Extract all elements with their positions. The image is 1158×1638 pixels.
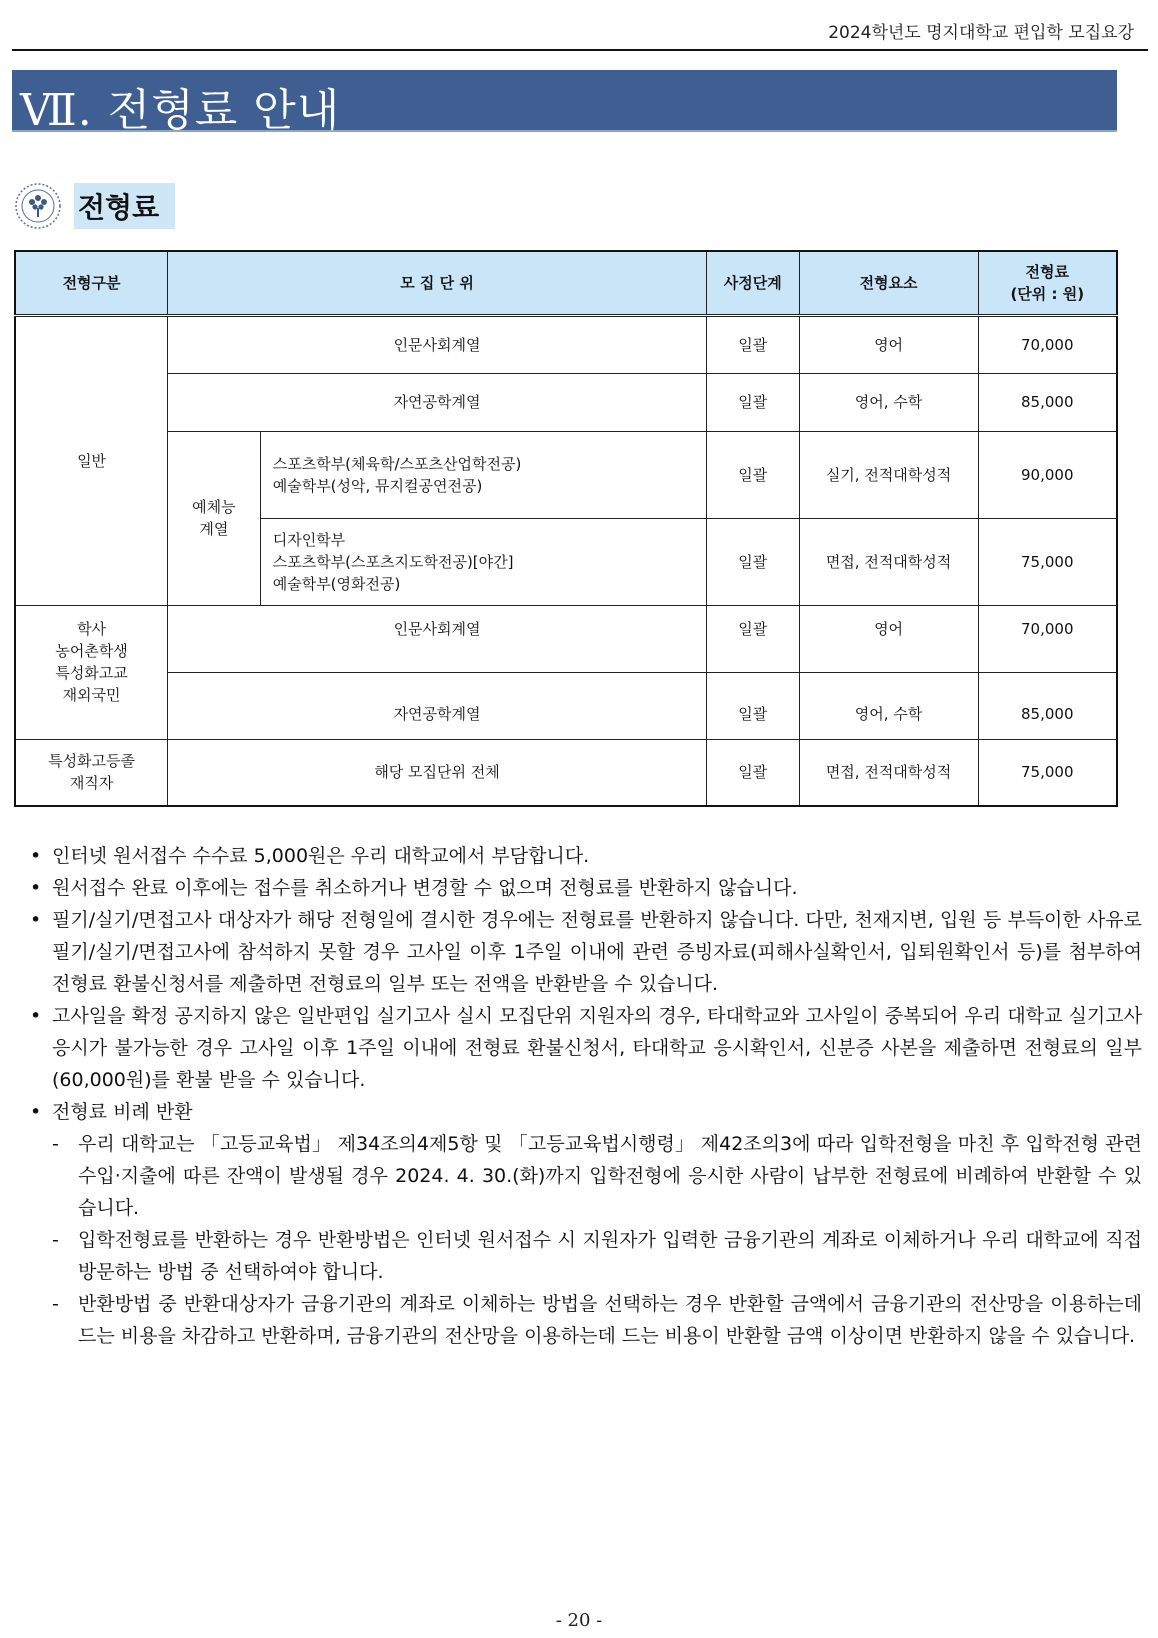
fee-table <box>14 250 1118 807</box>
university-emblem-icon <box>14 182 62 230</box>
refund-detail-item <box>30 1288 1142 1352</box>
unit-cell: 자연공학계열 <box>168 373 707 431</box>
note-item <box>30 904 1142 1000</box>
subsection-heading <box>14 182 175 230</box>
bullet-icon: • <box>30 1101 42 1123</box>
header-stage: 사정단계 <box>706 251 799 315</box>
note-item <box>30 872 1142 904</box>
category-employed: 특성화고등졸 재직자 <box>15 739 168 806</box>
header-fee-unit: (단위 : 원) <box>1010 284 1085 303</box>
section-title: Ⅶ. 전형료 안내 <box>20 85 341 136</box>
elements-cell: 면접, 전적대학성적 <box>799 518 978 605</box>
table-header-row <box>15 251 1117 315</box>
note-text: 필기/실기/면접고사 대상자가 해당 전형일에 결시한 경우에는 전형료를 반환하지 않습니다. 다만, 천재지변, 입원 등 부득이한 사유로 필기/실기/면접고사에 참석하지 못할 경우 고사일 이후 1주일 이내에 관련 증빙자료(피해사실확인서, 입퇴원확인서 등)를 첨부하여 전형료 환불신청서를 제출하면 전형료의 일부 또는 전액을 반환받을 수 있습니다. <box>52 909 1142 995</box>
header-elements: 전형요소 <box>799 251 978 315</box>
stage-cell: 일괄 <box>706 518 799 605</box>
elements-cell: 면접, 전적대학성적 <box>799 739 978 806</box>
category-general: 일반 <box>15 315 168 605</box>
document-title: 2024학년도 명지대학교 편입학 모집요강 <box>828 23 1134 43</box>
header-category: 전형구분 <box>15 251 168 315</box>
refund-detail-item <box>30 1128 1142 1224</box>
fee-cell: 70,000 <box>978 315 1117 373</box>
stage-cell: 일괄 <box>706 605 799 672</box>
table-row <box>15 739 1117 806</box>
fee-cell: 85,000 <box>978 672 1117 739</box>
table-row <box>15 605 1117 672</box>
note-item <box>30 840 1142 872</box>
note-item <box>30 1096 1142 1128</box>
refund-detail-text: 입학전형료를 반환하는 경우 반환방법은 인터넷 원서접수 시 지원자가 입력한 금융기관의 계좌로 이체하거나 우리 대학교에 직접 방문하는 방법 중 선택하여야 합니다. <box>78 1229 1142 1283</box>
header-fee <box>978 251 1117 315</box>
refund-detail-text: 우리 대학교는 「고등교육법」 제34조의4제5항 및 「고등교육법시행령」 제42조의3에 따라 입학전형을 마친 후 입학전형 관련 수입·지출에 따른 잔액이 발생될 경우 2024. 4. 30.(화)까지 입학전형에 응시한 사람이 납부한 전형료에 비례하여 반환할 수 있습니다. <box>78 1133 1142 1219</box>
unit-cell: 스포츠학부(체육학/스포츠산업학전공) 예술학부(성악, 뮤지컬공연전공) <box>260 431 706 518</box>
fee-cell: 75,000 <box>978 518 1117 605</box>
subsection-title: 전형료 <box>74 183 175 229</box>
bullet-icon: • <box>30 877 42 899</box>
note-item <box>30 1000 1142 1096</box>
elements-cell: 실기, 전적대학성적 <box>799 431 978 518</box>
header-fee-label: 전형료 <box>1025 262 1069 281</box>
stage-cell: 일괄 <box>706 373 799 431</box>
elements-cell: 영어 <box>799 605 978 672</box>
table-row <box>15 672 1117 739</box>
dash-icon: - <box>52 1133 59 1155</box>
bullet-icon: • <box>30 845 42 867</box>
stage-cell: 일괄 <box>706 672 799 739</box>
fee-cell: 85,000 <box>978 373 1117 431</box>
note-text: 전형료 비례 반환 <box>52 1101 193 1123</box>
note-text: 고사일을 확정 공지하지 않은 일반편입 실기고사 실시 모집단위 지원자의 경우, 타대학교와 고사일이 중복되어 우리 대학교 실기고사 응시가 불가능한 경우 고사일 이후 1주일 이내에 전형료 환불신청서, 타대학교 응시확인서, 신분증 사본을 제출하면 전형료의 일부(60,000원)를 환불 받을 수 있습니다. <box>52 1005 1142 1091</box>
table-row <box>15 373 1117 431</box>
unit-cell: 디자인학부 스포츠학부(스포츠지도학전공)[야간] 예술학부(영화전공) <box>260 518 706 605</box>
stage-cell: 일괄 <box>706 739 799 806</box>
bullet-icon: • <box>30 909 42 931</box>
unit-cell: 인문사회계열 <box>168 315 707 373</box>
note-text: 인터넷 원서접수 수수료 5,000원은 우리 대학교에서 부담합니다. <box>52 845 590 867</box>
elements-cell: 영어 <box>799 315 978 373</box>
unit-cell: 해당 모집단위 전체 <box>168 739 707 806</box>
bullet-icon: • <box>30 1005 42 1027</box>
table-row <box>15 431 1117 518</box>
category-special: 학사 농어촌학생 특성화고교 재외국민 <box>15 605 168 739</box>
category-arts-group: 예체능 계열 <box>168 431 261 605</box>
table-row <box>15 315 1117 373</box>
unit-cell: 자연공학계열 <box>168 672 707 739</box>
refund-detail-text: 반환방법 중 반환대상자가 금융기관의 계좌로 이체하는 방법을 선택하는 경우 반환할 금액에서 금융기관의 전산망을 이용하는데 드는 비용을 차감하고 반환하며, 금융기관의 전산망을 이용하는데 드는 비용이 반환할 금액 이상이면 반환하지 않을 수 있습니다. <box>78 1293 1142 1347</box>
elements-cell: 영어, 수학 <box>799 373 978 431</box>
unit-cell: 인문사회계열 <box>168 605 707 672</box>
document-header <box>12 0 1148 51</box>
dash-icon: - <box>52 1229 59 1251</box>
stage-cell: 일괄 <box>706 315 799 373</box>
header-unit: 모 집 단 위 <box>168 251 707 315</box>
fee-cell: 90,000 <box>978 431 1117 518</box>
section-banner <box>12 70 1117 136</box>
note-text: 원서접수 완료 이후에는 접수를 취소하거나 변경할 수 없으며 전형료를 반환하지 않습니다. <box>52 877 798 899</box>
notes-list <box>30 840 1142 1352</box>
fee-cell: 70,000 <box>978 605 1117 672</box>
fee-cell: 75,000 <box>978 739 1117 806</box>
page-number: - 20 - <box>555 1610 603 1631</box>
stage-cell: 일괄 <box>706 431 799 518</box>
refund-detail-item <box>30 1224 1142 1288</box>
dash-icon: - <box>52 1293 59 1315</box>
elements-cell: 영어, 수학 <box>799 672 978 739</box>
